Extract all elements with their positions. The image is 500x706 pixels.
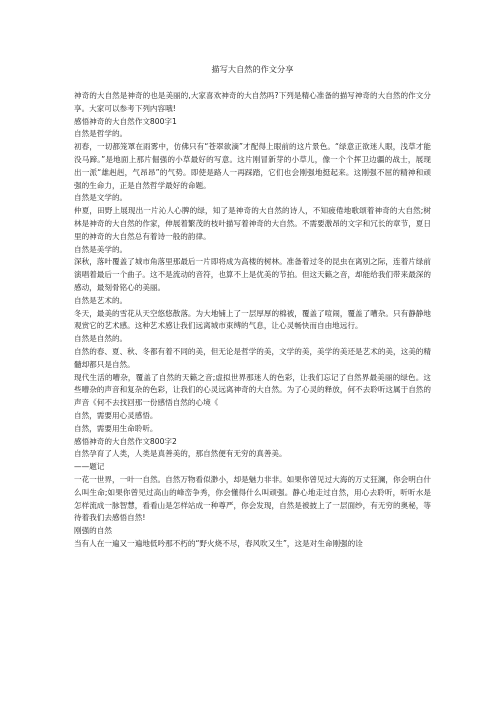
- document-title: 描写大自然的作文分享: [211, 64, 294, 74]
- paragraph: 当有人在一遍又一遍地低吟那不朽的“野火烧不尽，春风吹又生”，这是对生命刚强的诠: [74, 538, 363, 548]
- paragraph: 深秋，落叶覆盖了城市角落里那最后一片即将成为高楼的树林。准备着过冬的昆虫在离别之际，连着片绿前演唱着最后一个曲子。这不是流动的音符，也算不上是优美的节拍。但这天籁之音，却能给我们带来最深的感动，最刻骨铭心的美丽。: [74, 257, 431, 292]
- epigraph-attribution: ——题记: [74, 462, 105, 472]
- document-body: [74, 90, 431, 551]
- paragraph: 一花一世界，一叶一自然。自然万物看似渺小，却是魅力非非。如果你曾见过大海的万丈狂澜，你会明白什么叫生命;如果你曾见过高山的峰峦争秀，你会懂得什么叫顽强。静心地走过自然，用心去聆听，听听水是怎样流成一脉智慧，看看山是怎样站成一种尊严，你会发现，自然是被披上了一层面纱，有无穷的奥秘，等待着我们去感悟自然!: [74, 474, 431, 523]
- document-page: [74, 0, 431, 551]
- paragraph: 自然的春、夏、秋、冬都有着不同的美，但无论是哲学的美，文学的美，美学的美还是艺术的美，这美的精髓却都只是自然。: [74, 346, 431, 369]
- subheading: 自然是美学的。: [74, 244, 128, 254]
- paragraph: 自然孕育了人类，人类是真善美的，那自然便有无穷的真善美。: [74, 449, 287, 459]
- paragraph: 初春，一切都笼罩在雨雾中，仿佛只有“苍翠欲滴”才配得上眼前的这片景色。“绿意正欲迷人眼，浅草才能没马蹄。”是地面上那片倔强的小草最好的写意。这片刚冒新芽的小草儿，像一个个挥卫边疆的战士，展现出一派“雄赳赳，气昂昂”的气势。即使是路人一再踩踏，它们也会刚强地挺起来。这刚强不屈的精神和顽强的生命力，正是自然哲学最好的命题。: [74, 142, 431, 190]
- section-heading: 感悟神奇的大自然作文800字1: [74, 116, 177, 126]
- section-heading: 感悟神奇的大自然作文800字2: [74, 436, 177, 446]
- subheading: 自然是自然的。: [74, 334, 128, 344]
- subheading: 自然是艺术的。: [74, 295, 128, 305]
- subheading: 自然是文学的。: [74, 193, 128, 203]
- paragraph: 冬天，最美的雪花从天空悠悠散落。为大地铺上了一层厚厚的棉被，覆盖了喧闹，覆盖了嘈杂。只有静静地观赏它的艺术感。这种艺术感让我们远离城市束缚的气息，让心灵畅快而自由地远行。: [74, 308, 431, 331]
- paragraph: 神奇的大自然是神奇的也是美丽的,大家喜欢神奇的大自然吗?下列是精心准备的描写神奇的大自然的作文分享。大家可以参考下列内容哦!: [74, 91, 431, 113]
- subheading: 刚强的自然: [74, 526, 112, 536]
- paragraph: 现代生活的嘈杂，覆盖了自然的天籁之音;虚拟世界那迷人的色彩，让我们忘记了自然界最美丽的绿色。这些嘈杂的声音和复杂的色彩，让我们的心灵远离神奇的大自然。为了心灵的释放，何不去聆听这属于自然的声音《何不去找回那一份感悟自然的心境《: [74, 372, 431, 408]
- paragraph: 自然，需要用心灵感悟。: [74, 410, 158, 420]
- subheading: 自然是哲学的。: [74, 129, 128, 139]
- paragraph: 自然，需要用生命聆听。: [74, 423, 158, 433]
- paragraph: 仲夏，田野上展现出一片沁人心脾的绿，知了是神奇的大自然的诗人，不知疲倦地歌颂着神奇的大自然;树林是神奇的大自然的作家，伸展着繁茂的枝叶描写着神奇的大自然。不需要激昂的文字和冗长的章节，夏日里的神奇的大自然总有着诗一般的韵律。: [74, 206, 431, 241]
